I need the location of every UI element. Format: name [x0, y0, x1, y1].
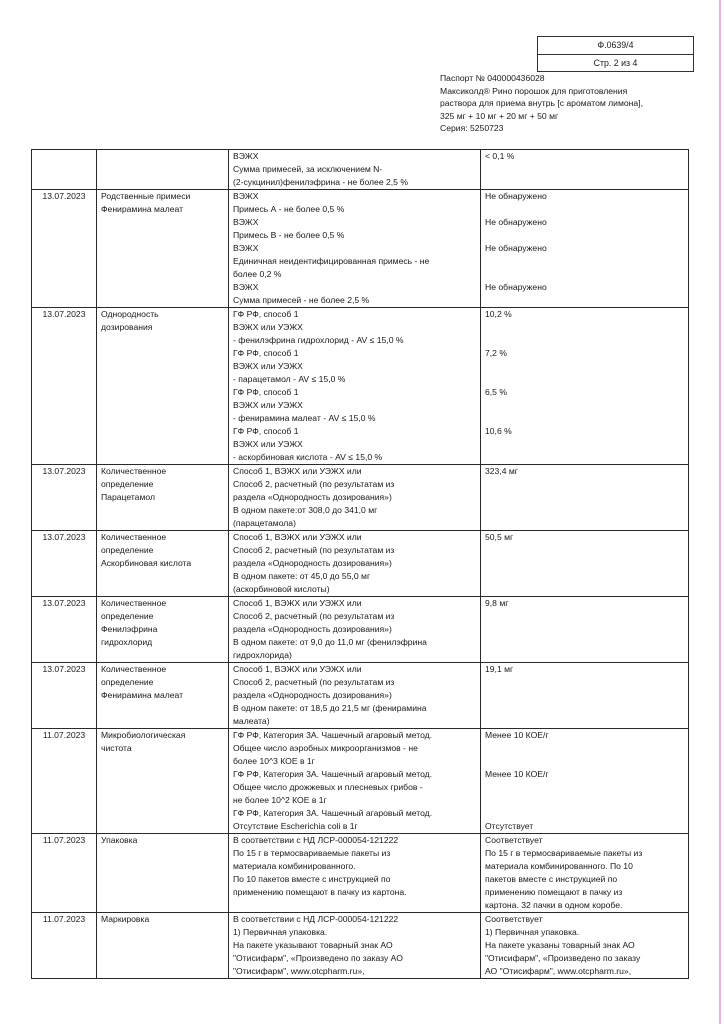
form-code: Ф.0639/4: [538, 37, 693, 55]
result-line: [485, 676, 684, 689]
indicator-cell: [97, 150, 229, 190]
result-line: [485, 255, 684, 268]
page-number: Стр. 2 из 4: [593, 58, 638, 68]
method-line: ГФ РФ, способ 1: [233, 309, 299, 319]
result-line: [485, 781, 684, 794]
method-line: ВЭЖХ или УЭЖХ: [233, 400, 303, 410]
method-line: Способ 1, ВЭЖХ или УЭЖХ или: [233, 532, 362, 542]
indicator-cell: [97, 190, 229, 308]
result-line: [485, 557, 684, 570]
method-line: - фенирамина малеат - AV ≤ 15,0 %: [233, 413, 376, 423]
method-line: - аскорбиновая кислота - AV ≤ 15,0 %: [233, 452, 383, 462]
method-line: ГФ РФ, способ 1: [233, 348, 299, 358]
indicator-cell: [97, 834, 229, 913]
indicator-line: дозирования: [101, 322, 153, 332]
result-cell: [481, 465, 689, 531]
result-line: [485, 504, 684, 517]
method-line: не более 10^2 КОЕ в 1г: [233, 795, 327, 805]
indicator-cell: [97, 531, 229, 597]
method-line: ВЭЖХ: [233, 217, 259, 227]
result-line: [485, 451, 684, 464]
result-line: [485, 742, 684, 755]
indicator-line: Упаковка: [101, 835, 138, 845]
date-cell: 13.07.2023: [32, 663, 97, 729]
result-line: [485, 438, 684, 451]
method-line: ВЭЖХ или УЭЖХ: [233, 361, 303, 371]
result-line: материала комбинированного. По 10: [485, 861, 633, 871]
result-line: [485, 412, 684, 425]
indicator-cell: [97, 597, 229, 663]
method-line: Способ 2, расчетный (по результатам из: [233, 677, 395, 687]
method-line: Сумма примесей, за исключением N-: [233, 164, 383, 174]
table-row: [32, 465, 689, 531]
result-cell: [481, 150, 689, 190]
table-row: [32, 663, 689, 729]
indicator-cell: [97, 663, 229, 729]
result-line: [485, 334, 684, 347]
method-line: раздела «Однородность дозирования»): [233, 624, 392, 634]
result-line: < 0,1 %: [485, 151, 515, 161]
result-line: применению помещают в пачку из: [485, 887, 623, 897]
indicator-line: Родственные примеси: [101, 191, 191, 201]
indicator-line: Парацетамол: [101, 492, 155, 502]
method-line: "Отисифарм", «Произведено по заказу АО: [233, 953, 403, 963]
passport-line: Паспорт № 040000436028: [440, 73, 545, 83]
result-line: [485, 702, 684, 715]
table-row: [32, 913, 689, 979]
result-line: Соответствует: [485, 835, 543, 845]
method-line: ВЭЖХ: [233, 191, 259, 201]
date-cell: 13.07.2023: [32, 308, 97, 465]
result-line: [485, 321, 684, 334]
indicator-line: Однородность: [101, 309, 159, 319]
result-line: [485, 176, 684, 189]
indicator-line: определение: [101, 545, 154, 555]
method-line: Отсутствие Escherichia coli в 1г: [233, 821, 358, 831]
date-cell: 13.07.2023: [32, 190, 97, 308]
table-row: [32, 308, 689, 465]
indicator-line: определение: [101, 611, 154, 621]
result-cell: [481, 190, 689, 308]
result-line: АО "Отисифарм", www.otcpharm.ru»,: [485, 966, 632, 976]
result-line: [485, 544, 684, 557]
method-line: - парацетамол - AV ≤ 15,0 %: [233, 374, 346, 384]
table-row: [32, 531, 689, 597]
method-line: Единичная неидентифицированная примесь - не: [233, 256, 430, 266]
method-line: (2-сукцинил)фенилэфрина - не более 2,5 %: [233, 177, 408, 187]
result-line: картона. 32 пачки в одном коробе.: [485, 900, 623, 910]
method-line: На пакете указывают товарный знак АО: [233, 940, 393, 950]
indicator-line: Фенирамина малеат: [101, 204, 184, 214]
result-line: [485, 360, 684, 373]
method-line: применению помещают в пачку из картона.: [233, 887, 407, 897]
indicator-line: определение: [101, 479, 154, 489]
result-line: 7,2 %: [485, 348, 507, 358]
result-line: [485, 715, 684, 728]
method-cell: [229, 663, 481, 729]
indicator-line: Количественное: [101, 532, 167, 542]
method-line: ВЭЖХ или УЭЖХ: [233, 322, 303, 332]
method-line: Общее число дрожжевых и плесневых грибов -: [233, 782, 423, 792]
indicator-line: Аскорбиновая кислота: [101, 558, 192, 568]
method-line: ВЭЖХ: [233, 243, 259, 253]
method-line: ГФ РФ, Категория 3А. Чашечный агаровый метод.: [233, 730, 433, 740]
method-cell: [229, 597, 481, 663]
date-cell: 11.07.2023: [32, 913, 97, 979]
method-cell: [229, 531, 481, 597]
result-line: [485, 583, 684, 596]
result-cell: [481, 663, 689, 729]
method-line: В одном пакете: от 18,5 до 21,5 мг (фенирамина: [233, 703, 427, 713]
indicator-line: Фенирамина малеат: [101, 690, 184, 700]
date-cell: 13.07.2023: [32, 597, 97, 663]
method-line: материала комбинированного.: [233, 861, 356, 871]
method-line: Способ 1, ВЭЖХ или УЭЖХ или: [233, 598, 362, 608]
indicator-cell: [97, 729, 229, 834]
table-row: [32, 597, 689, 663]
result-line: [485, 689, 684, 702]
result-line: Не обнаружено: [485, 282, 547, 292]
method-cell: [229, 913, 481, 979]
result-line: [485, 373, 684, 386]
method-line: Примесь А - не более 0,5 %: [233, 204, 345, 214]
result-line: [485, 610, 684, 623]
passport-line: Серия: 5250723: [440, 123, 504, 133]
method-line: более 10^3 КОЕ в 1г: [233, 756, 315, 766]
method-line: (аскорбиновой кислоты): [233, 584, 330, 594]
result-line: Менее 10 КОЕ/г: [485, 730, 549, 740]
method-cell: [229, 190, 481, 308]
result-line: Соответствует: [485, 914, 543, 924]
result-cell: [481, 531, 689, 597]
table-row: [32, 150, 689, 190]
method-cell: [229, 465, 481, 531]
result-line: Не обнаружено: [485, 243, 547, 253]
result-line: Не обнаружено: [485, 217, 547, 227]
method-line: Общее число аэробных микроорганизмов - не: [233, 743, 418, 753]
method-line: В соответствии с НД ЛСР-000054-121222: [233, 914, 399, 924]
result-line: [485, 399, 684, 412]
indicator-cell: [97, 913, 229, 979]
date-cell: 13.07.2023: [32, 531, 97, 597]
method-line: Способ 2, расчетный (по результатам из: [233, 479, 395, 489]
method-line: В соответствии с НД ЛСР-000054-121222: [233, 835, 399, 845]
result-line: [485, 294, 684, 307]
result-line: [485, 755, 684, 768]
method-cell: [229, 834, 481, 913]
method-line: В одном пакете: от 45,0 до 55,0 мг: [233, 571, 371, 581]
result-line: [485, 268, 684, 281]
result-line: [485, 570, 684, 583]
method-line: Способ 1, ВЭЖХ или УЭЖХ или: [233, 466, 362, 476]
result-line: По 15 г в термосвариваемые пакеты из: [485, 848, 643, 858]
result-cell: [481, 729, 689, 834]
method-cell: [229, 150, 481, 190]
result-line: [485, 491, 684, 504]
result-line: [485, 807, 684, 820]
result-cell: [481, 597, 689, 663]
method-line: ВЭЖХ или УЭЖХ: [233, 439, 303, 449]
result-line: Менее 10 КОЕ/г: [485, 769, 549, 779]
result-line: 323,4 мг: [485, 466, 518, 476]
method-line: ГФ РФ, способ 1: [233, 426, 299, 436]
method-line: ВЭЖХ: [233, 282, 259, 292]
indicator-line: Микробиологическая: [101, 730, 186, 740]
method-line: В одном пакете:от 308,0 до 341,0 мг: [233, 505, 378, 515]
method-line: раздела «Однородность дозирования»): [233, 690, 392, 700]
indicator-line: Маркировка: [101, 914, 150, 924]
result-line: [485, 636, 684, 649]
result-cell: [481, 308, 689, 465]
method-line: малеата): [233, 716, 270, 726]
method-line: Сумма примесей - не более 2,5 %: [233, 295, 370, 305]
result-line: [485, 203, 684, 216]
method-line: раздела «Однородность дозирования»): [233, 492, 392, 502]
method-line: ВЭЖХ: [233, 151, 259, 161]
method-line: - фенилэфрина гидрохлорид - AV ≤ 15,0 %: [233, 335, 404, 345]
indicator-line: определение: [101, 677, 154, 687]
table-row: [32, 190, 689, 308]
method-line: Способ 2, расчетный (по результатам из: [233, 611, 395, 621]
result-line: [485, 649, 684, 662]
method-line: Способ 1, ВЭЖХ или УЭЖХ или: [233, 664, 362, 674]
date-cell: 13.07.2023: [32, 465, 97, 531]
passport-line: Максиколд® Рино порошок для приготовления: [440, 85, 628, 96]
indicator-cell: [97, 465, 229, 531]
indicator-line: Количественное: [101, 664, 167, 674]
result-line: [485, 478, 684, 491]
date-cell: 11.07.2023: [32, 834, 97, 913]
passport-line: 325 мг + 10 мг + 20 мг + 50 мг: [440, 110, 559, 121]
date-cell: 11.07.2023: [32, 729, 97, 834]
method-cell: [229, 729, 481, 834]
result-line: пакетов вместе с инструкцией по: [485, 874, 618, 884]
result-line: 6,5 %: [485, 387, 507, 397]
indicator-line: чистота: [101, 743, 132, 753]
result-line: [485, 229, 684, 242]
result-cell: [481, 913, 689, 979]
date-cell: [32, 150, 97, 190]
result-cell: [481, 834, 689, 913]
method-line: более 0,2 %: [233, 269, 282, 279]
indicator-cell: [97, 308, 229, 465]
method-cell: [229, 308, 481, 465]
method-line: ГФ РФ, Категория 3А. Чашечный агаровый метод.: [233, 808, 433, 818]
page-edge-stripe: [719, 0, 721, 1024]
result-line: Не обнаружено: [485, 191, 547, 201]
method-line: По 15 г в термосвариваемые пакеты из: [233, 848, 391, 858]
method-line: гидрохлорида): [233, 650, 292, 660]
indicator-line: гидрохлорид: [101, 637, 153, 647]
method-line: ГФ РФ, способ 1: [233, 387, 299, 397]
table-row: [32, 729, 689, 834]
form-code-box: [537, 36, 694, 72]
method-line: В одном пакете: от 9,0 до 11,0 мг (фенилэфрина: [233, 637, 427, 647]
result-line: 19,1 мг: [485, 664, 514, 674]
method-line: "Отисифарм", www.otcpharm.ru»,: [233, 966, 365, 976]
indicator-line: Количественное: [101, 466, 167, 476]
result-line: 9,8 мг: [485, 598, 509, 608]
result-line: [485, 794, 684, 807]
method-line: По 10 пакетов вместе с инструкцией по: [233, 874, 391, 884]
result-line: 10,2 %: [485, 309, 512, 319]
method-line: Способ 2, расчетный (по результатам из: [233, 545, 395, 555]
passport-header: [440, 72, 710, 135]
passport-line: раствора для приема внутрь [с ароматом лимона],: [440, 98, 643, 108]
method-line: 1) Первичная упаковка.: [233, 927, 328, 937]
result-line: [485, 517, 684, 530]
result-line: Отсутствует: [485, 821, 534, 831]
result-line: [485, 163, 684, 176]
indicator-line: Количественное: [101, 598, 167, 608]
result-line: "Отисифарм", «Произведено по заказу: [485, 953, 641, 963]
result-line: [485, 623, 684, 636]
table-row: [32, 834, 689, 913]
method-line: ГФ РФ, Категория 3А. Чашечный агаровый метод.: [233, 769, 433, 779]
test-results-table: [31, 149, 689, 979]
result-line: 1) Первичная упаковка.: [485, 927, 580, 937]
indicator-line: Фенилэфрина: [101, 624, 158, 634]
method-line: раздела «Однородность дозирования»): [233, 558, 392, 568]
result-line: 50,5 мг: [485, 532, 514, 542]
method-line: (парацетамола): [233, 518, 296, 528]
method-line: Примесь В - не более 0,5 %: [233, 230, 345, 240]
result-line: 10,6 %: [485, 426, 512, 436]
result-line: На пакете указаны товарный знак АО: [485, 940, 635, 950]
